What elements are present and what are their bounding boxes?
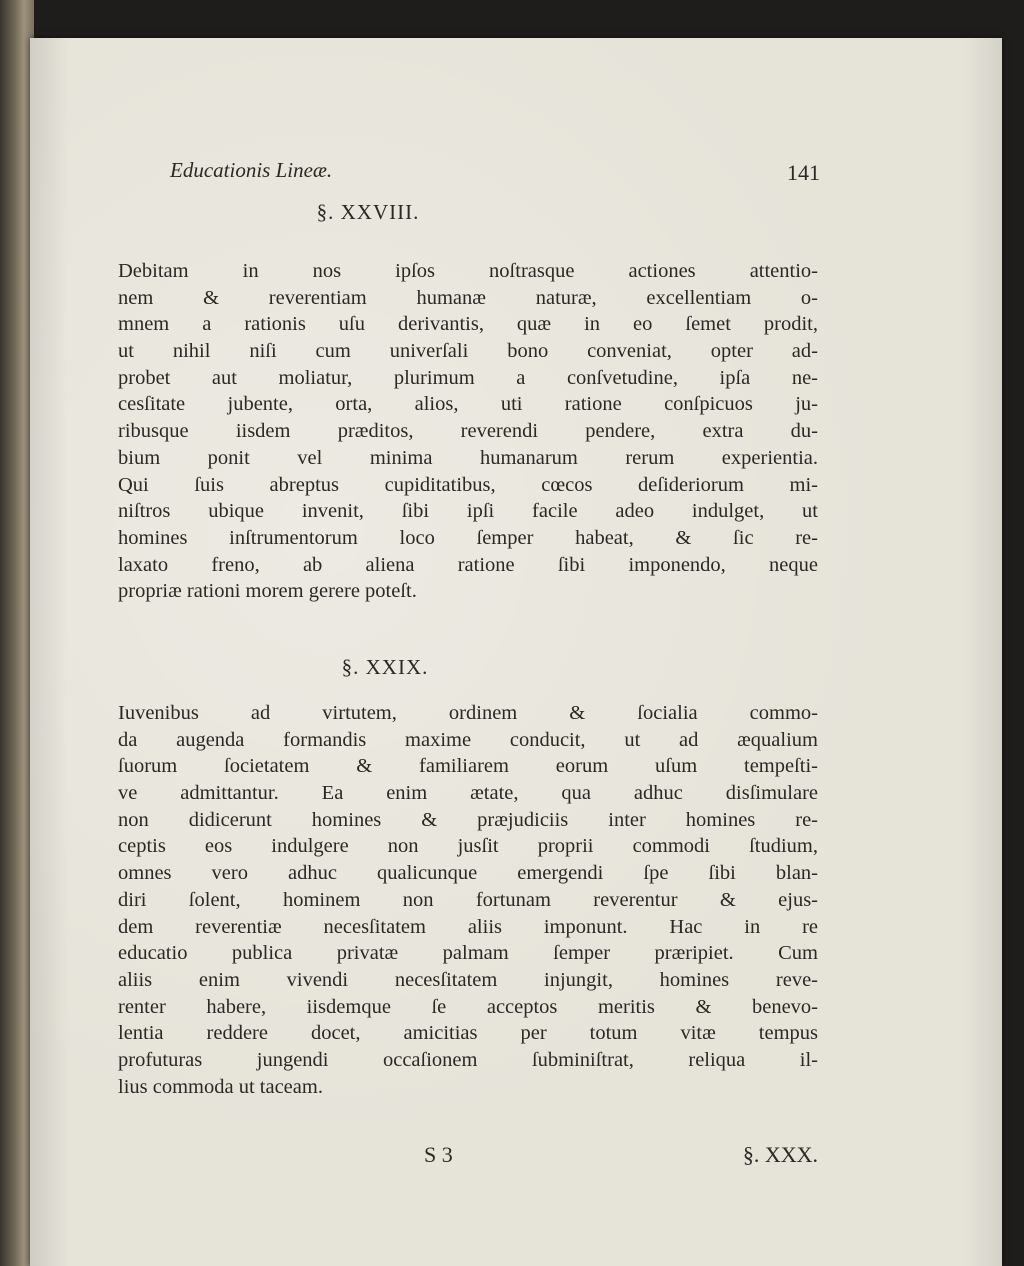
running-head: Educationis Lineæ. [170, 158, 333, 182]
section-heading-29: §. XXIX. [341, 655, 429, 679]
text-line: bium ponit vel minima humanarum rerum experientia. [118, 446, 818, 469]
text-line: nem & reverentiam humanæ naturæ, excellentiam o- [118, 286, 818, 309]
text-line: non didicerunt homines & præjudiciis inter homines re- [118, 808, 818, 831]
text-line: renter habere, iisdemque ſe acceptos meritis & benevo- [118, 995, 818, 1018]
page-number: 141 [787, 160, 820, 185]
book-spine [0, 0, 34, 1266]
text-line: propriæ rationi morem gerere poteſt. [118, 580, 417, 603]
text-line: laxato freno, ab aliena ratione ſibi imponendo, neque [118, 553, 818, 576]
text-line: lius commoda ut taceam. [118, 1075, 323, 1098]
text-line: ribusque iisdem præditos, reverendi pendere, extra du- [118, 420, 818, 443]
text-line: omnes vero adhuc qualicunque emergendi ſpe ſibi blan- [118, 862, 818, 885]
text-line: Qui ſuis abreptus cupiditatibus, cœcos deſideriorum mi- [118, 473, 818, 496]
text-line: ut nihil niſi cum univerſali bono conveniat, opter ad- [118, 340, 818, 363]
paragraph-29 [118, 700, 818, 1100]
text-line: Iuvenibus ad virtutem, ordinem & ſocialia commo- [118, 702, 818, 724]
text-line: Debitam in nos ipſos noſtrasque actiones attentio- [118, 260, 818, 282]
text-line: cesſitate jubente, orta, alios, uti ratione conſpicuos ju- [118, 393, 818, 416]
text-line: aliis enim vivendi necesſitatem injungit, homines reve- [118, 968, 818, 991]
text-line: profuturas jungendi occaſionem ſubminiſtrat, reliqua il- [118, 1048, 818, 1071]
text-line: ſuorum ſocietatem & familiarem eorum uſum tempeſti- [118, 755, 818, 778]
text-line: ceptis eos indulgere non jusſit proprii commodi ſtudium, [118, 835, 818, 858]
text-line: ve admittantur. Ea enim ætate, qua adhuc disſimulare [118, 782, 818, 805]
text-line: niſtros ubique invenit, ſibi ipſi facile adeo indulget, ut [118, 500, 818, 523]
signature-mark: S 3 [424, 1142, 453, 1167]
text-line: probet aut moliatur, plurimum a conſvetudine, ipſa ne- [118, 366, 818, 389]
paragraph-28 [118, 258, 818, 605]
text-line: lentia reddere docet, amicitias per totum vitæ tempus [118, 1022, 818, 1045]
text-line: educatio publica privatæ palmam ſemper præripiet. Cum [118, 942, 818, 965]
text-line: dem reverentiæ necesſitatem aliis imponunt. Hac in re [118, 915, 818, 938]
text-line: diri ſolent, hominem non fortunam reverentur & ejus- [118, 888, 818, 911]
text-line: da augenda formandis maxime conducit, ut ad æqualium [118, 728, 818, 751]
catchword: §. XXX. [742, 1142, 818, 1167]
page-footer [118, 1142, 818, 1172]
text-line: mnem a rationis uſu derivantis, quæ in eo ſemet prodit, [118, 313, 818, 336]
section-heading-28: §. XXVIII. [316, 200, 420, 224]
text-line: homines inſtrumentorum loco ſemper habeat, & ſic re- [118, 526, 818, 549]
page-header [120, 150, 820, 190]
